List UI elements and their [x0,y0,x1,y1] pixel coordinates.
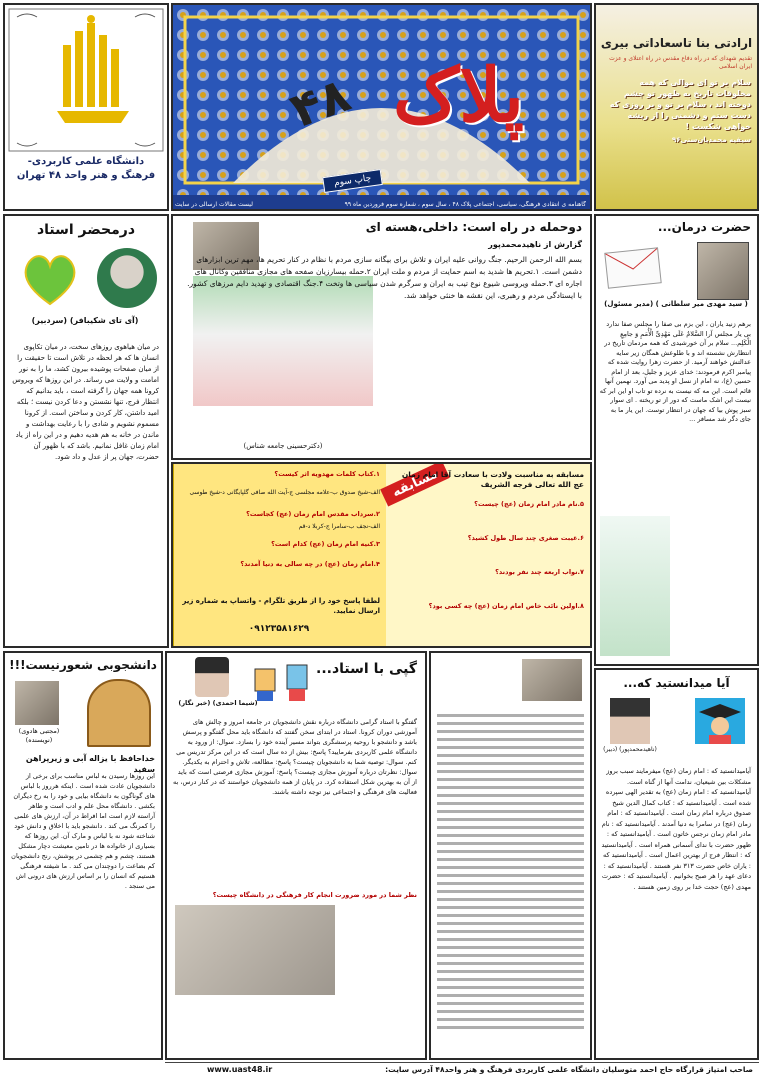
contest-q1-options: الف-شیخ صدوق ب-علامه مجلسی ج-آیت الله صافی گلپایگانی د-شیخ طوسی [189,489,380,496]
graduate-icon [695,698,745,744]
masthead-note: لیست مقالات ارسالی در سایت [175,201,253,208]
university-logo-icon [5,5,167,155]
contest-q6: ۶.غیبت صغری چند سال طول کشید؟ [467,534,584,542]
interview-author: (شیما احمدی) (خبر نگار) [178,699,258,707]
editorial-title: دوحمله در راه است: داخلی،هسته ای [365,220,582,234]
didyouknow-author: (ناهیدمحمدپور) (دبیر) [603,746,657,753]
hazrat-author: ( سید مهدی میر سلطانی ) (مدیر مسئول) [604,300,748,308]
event-photo [522,659,582,701]
logo-panel [3,3,169,211]
ostad-body: در میان هیاهوی روزهای سخت، در میان تکاپوی انسان ها که هر لحظه در تلاش است تا حقیقت را از میان صفحات پوشیده بیرون کشد، ما را به نور امامت و ولایت می رساند. در این روزها که ویروس کرونا همه جهان را گرفته است ، باید بدانیم که انتظار فرج، تنها نشستن و دعا کردن نیست ؛ بلکه امید داشتن، کار کردن و ساختن است. از کرونا مسموم نشویم و شادی را با رعایت بهداشت و ماندن در خانه به هم هدیه دهیم و در این راه از یاد امام زمان غافل نمانیم. باشد که با ظهور آن حضرت، جهان پر از عدل و داد شود. [12,343,159,461]
student-lead: خداحافظ با یزاله آبی و زیرپراهن سفید [25,754,155,774]
contest-phone[interactable]: ۰۹۱۲۳۵۸۱۶۲۹ [248,624,310,634]
student-panel [3,651,163,1060]
greeting-subtitle: تقدیم شهدای که در راه دفاع مقدس در راه اعتلای و عزت ایران اسلامی [609,55,752,70]
masthead-number: ۴۸ [283,66,358,140]
contest-q2: ۲.سرداب مقدس امام زمان (عج) کجاست؟ [246,510,380,518]
contest-left-box [173,464,386,646]
logo-caption: دانشگاه علمی کاربردی-فرهنگ و هنر واحد ۴۸ تهران [16,156,156,181]
ostad-title: درمحضر استاد [36,222,136,238]
hazrat-title: حضرت درمان... [657,220,751,234]
didyouknow-panel [594,668,759,1060]
ostad-photo [97,248,157,308]
hazrat-author-photo [697,242,749,300]
contest-q4: ۴.امام زمان (عج) در چه سالی به دنیا آمدند؟ [240,560,380,568]
interview-mid-caption: نظر شما در مورد ضرورت انجام کار فرهنگی در دانشگاه چیست؟ [212,891,417,899]
student-body: این روزها رسیدن به لباس مناسب برای برخی از دانشجویان عادت شده است . اینکه هرروز با لباس های گوناگون به دانشگاه بیایی و خود را به رخ دیگران بکشی . دانشگاه محل علم و ادب است و ظاهر آراسته لازم است اما افراط در آن، ارزش های علمی را کمرنگ می کند . دانشجو باید با اخلاق و دانش خود شناخته شود نه با لباس و مارک آن. این روزها که بسیاری از خانواده ها در تامین معیشت دچار مشکل هستند، چشم و هم چشمی در پوشش، رنج دانشجویان کم بضاعت را دوچندان می کند . ما شیفته فرهنگی هستیم که انسان را بر اساس ارزش های درونی اش می سنجد . [11,772,155,890]
student-photo [15,681,59,725]
interview-body: گفتگو با استاد گرامی دانشگاه درباره نقش دانشجویان در جامعه امروز و چالش های آموزشی دوران کرونا. استاد در ابتدای سخن گفتند که دانشگاه باید محل گفتگو و پرسش باشد و دانشجو با روحیه پرسشگری بتواند مسیر آینده خود را بسازد. سوال: از ورود به دانشگاه علمی کاربردی بفرمایید؟ پاسخ: بیش از ده سال است که در این مرکز تدریس می کنم. سوال: توصیه شما به دانشجویان چیست؟ پاسخ: مطالعه، تلاش و احترام به یکدیگر. سوال: نظرتان درباره آموزش مجازی چیست؟ پاسخ: آموزش مجازی فرصتی است که باید از آن به بهترین شکل استفاده کرد. در پایان از همه دانشجویان خواستند که در کنار درس، به فعالیت های فرهنگی و اجتماعی نیز توجه داشته باشند. [173,718,417,796]
didyouknow-author-photo [610,698,650,744]
publisher-line: گاهنامه ی انتقادی فرهنگی، سیاسی، اجتماعی پلاک ۴۸ ، سال سوم ، شماره سوم فروردین ماه ۹۹ [344,201,586,208]
contest-q1: ۱.کتاب کلمات مهدویه اثر کیست؟ [274,470,380,478]
contest-q7: ۷.نواب اربعه چند نفر بودند؟ [495,568,584,576]
interview-panel [165,651,427,1060]
contest-q2-options: الف-نجف ب-سامرا ج-کربلا د-قم [298,523,380,530]
contest-q3: ۳.کنیه امام زمان (عج) کدام است؟ [271,540,380,548]
footer-bar [165,1062,759,1078]
contest-title: مسابقه به مناسبت ولادت با سعادت آقا امام زمان عج الله تعالی فرجه الشریف [401,470,584,489]
tile-pattern-icon [173,5,590,195]
editorial-author: گزارش از ناهیدمحمدپور [488,240,582,249]
student-author: (مجتبی هادوی) (نویسنده) [18,727,60,744]
ostad-panel [3,214,169,648]
interview-photo [195,657,229,697]
contest-panel [171,462,592,648]
masthead [171,3,592,211]
hazrat-panel [594,214,759,666]
ostad-author: (آی تای شکیبافر) (سردبیر) [31,316,139,325]
green-heart-icon [19,248,81,310]
contest-q5: ۵.نام مادر امام زمان (عج) چیست؟ [474,500,584,508]
editorial-panel [171,214,592,460]
interview-continuation-lines [437,709,584,1034]
interview-title: گپی با استاد... [316,661,417,677]
didyouknow-body: آیامیدانستید که : امام زمان (عج) میفرمایند سبب بروز مشکلات بین شیعیان، ندامت آنها از گناه است. آیامیدانستید که : امام زمان (عج) به تقدیر الهی سپرده شده است . آیامیدانستید که : کتاب کمال الدین شیخ صدوق درباره امام زمان است . آیامیدانستید که : امام زمان (عج) در سامرا به دنیا آمدند . آیامیدانستید که : نام مادر امام زمان نرجس خاتون است . آیامیدانستید که : ظهور حضرت با ندای آسمانی همراه است . آیامیدانستید که : انتظار فرج از بهترین اعمال است . آیامیدانستید که : یاران خاص حضرت ۳۱۳ نفر هستند . آیامیدانستید که : دعای عهد را هر صبح بخوانیم . آیامیدانستید که : حضرت مهدی (عج) حجت خدا بر روی زمین هستند . [601,767,751,891]
contest-q8: ۸.اولین نائب خاص امام زمان (عج) چه کسی بود؟ [428,602,584,610]
greeting-panel [594,3,759,211]
cartoon-icon [253,663,311,703]
contest-badge: مسابقه [380,462,450,507]
gate-illustration [87,679,151,747]
editorial-caption: (دکترحسینی جامعه شناس) [243,442,323,450]
greeting-signature: سیفیه محمدیان‌سنی۹۶ [671,136,751,144]
masthead-title: پلاک [393,53,524,139]
envelope-icon [604,247,661,288]
greeting-body: سلام بر تو ای موالی که همه مخلوقات تاریخ به ظهور تو چشم دوخته اند ، سلام بر تو و بر روزی که دست ستم و دشمنی را از ریشه خواهی شکست ! [609,78,751,131]
hazrat-figure [600,516,670,656]
editorial-body: بسم الله الرحمن الرحیم. جنگ روانی علیه ایران و تلاش برای بیگانه سازی مردم با نظام در کنار تحریم ها، مهم ترین ابزارهای دشمن است. ۱.تحریم ها شدید به اسم حمایت از مردم و ملت ایران ۲.حمله بیسارزیان صفحه های مجازی منافقین وکانال های اجاره ای ۳.حمله ویروسی شیوع نوع تیب به ایران و سرگرم شدن سیاسی ها وتخت ۴.جنگ اقتصادی و تهدید دایم مرزهای کشور. با ایستادگی مردم و رهبری، این نقشه ها خنثی خواهد شد. [187,255,582,300]
hazrat-body: برهم زنید یاران ، این بزم بی صفا را مجلس صفا ندارد بی یار مجلس آرا السَّلامُ عَلَی مَهْدِیِّ الْأُمَمِ وَ جامِعِ الْکَلِم... سلام بر آن خورشیدی که همه مردمان تاریخ در انتظارش نشسته اند و با طلوعش همگان زیر سایه عدالتش خواهند آرمید. از حضرت زهرا روایت شده که پیامبر اکرم فرمودند: خدای عزیز و جلیل، بعد از امام حسین (ع)، نه امام از نسل او پدید می آورد. نهمین آنها قائم است. این مه که نیست به نرده تو تاب او این ابر که نیست این اشک ماست که دور از تو ریخته . ای سوار سبز پوش بیا که جهان در انتظار توست. این یار ما به جای دگر شد مسافر ... [599,320,751,423]
interview-group-photo [175,905,335,995]
greeting-title: ارادتی بنا تاسعاداتی بیری [600,36,753,50]
student-title: دانشجوبی شعورنیست!!! [9,658,157,672]
issue-tag: چاپ سوم [322,169,383,193]
footer-url[interactable]: www.uast48.ir [207,1065,273,1074]
footer-text: صاحب امتیاز قرارگاه حاج احمد متوسلیان دانشگاه علمی کاربردی فرهنگ و هنر واحد۴۸ آدرس سایت: [385,1065,753,1074]
interview-photo-panel [429,651,592,1060]
contest-instructions: لطفا پاسخ خود را از طریق تلگرام - واتساپ به شماره زیر ارسال نمایید. [182,597,380,615]
didyouknow-title: آیا میدانستید که... [623,676,730,690]
